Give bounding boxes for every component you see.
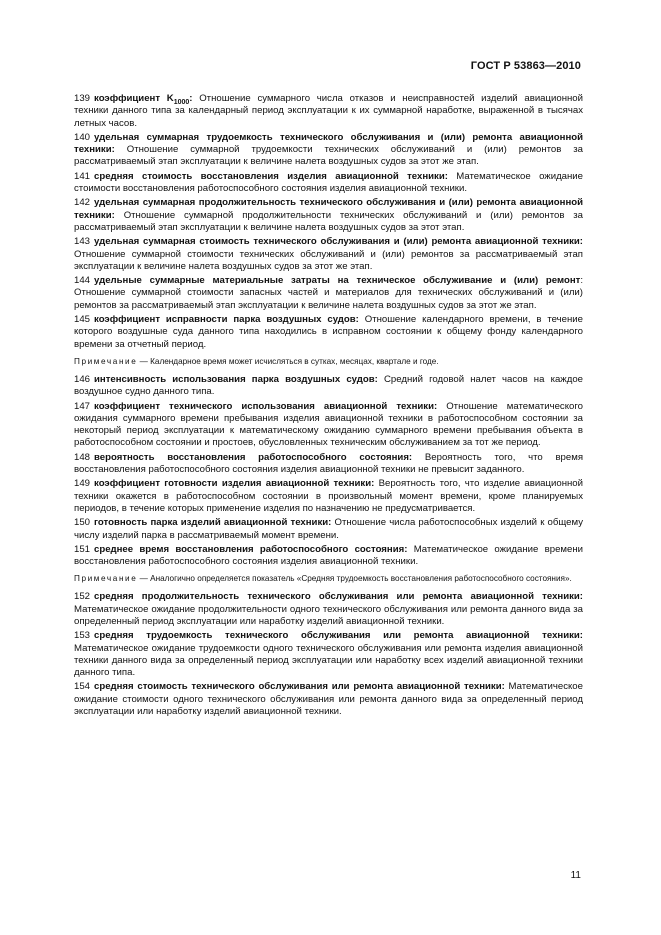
entry-definition: Средний годовой налет часов на каждое воздушное судно данного типа.: [74, 373, 583, 398]
page-number: 11: [570, 870, 581, 881]
entry-definition: Математическое ожидание трудоемкости одного технического обслуживания или ремонта изделия авиационной техники данного вида за определенный период эксплуатации или наработку всех изделий авиационной техники данного типа.: [74, 642, 583, 679]
entry-term: коэффициент готовности изделия авиационной техники:: [94, 478, 375, 490]
term-entry-146: [74, 374, 583, 399]
entry-term-subscript: 1000: [173, 98, 190, 106]
note-label: Примечание: [74, 356, 138, 366]
entry-term: удельная суммарная трудоемкость технического обслуживания и (или) ремонта авиационной техники:: [74, 131, 583, 156]
note-restoration-labor: [74, 573, 583, 584]
entry-number: 140: [74, 131, 91, 143]
entry-term: удельная суммарная стоимость технического обслуживания и (или) ремонта авиационной техники:: [94, 236, 583, 248]
entry-number: 142: [74, 197, 91, 209]
note-text: — Аналогично определяется показатель «Средняя трудоемкость восстановления работоспособного состояния».: [137, 574, 572, 584]
entry-term: коэффициент исправности парка воздушных судов:: [94, 314, 359, 326]
term-entry-142: [74, 197, 583, 234]
entry-definition: Вероятность того, что изделие авиационной техники окажется в работоспособном состоянии в произвольный момент времени, кроме планируемых периодов, в течение которых применение изделия по назначению не предусматривается.: [74, 478, 583, 514]
entry-definition: Отношение календарного времени, в течение которого воздушные суда данного типа находились в исправном состоянии к общему фонду календарного времени за отчетный период.: [74, 314, 583, 350]
entry-definition: Математическое ожидание продолжительности одного технического обслуживания или ремонта данного вида за определенный период эксплуатации или наработку изделий авиационной техники.: [74, 603, 583, 627]
entry-term: интенсивность использования парка воздушных судов:: [94, 373, 378, 385]
term-entry-147: [74, 401, 583, 450]
entry-term: средняя стоимость технического обслуживания или ремонта авиационной техники:: [94, 681, 505, 693]
entry-number: 148: [74, 451, 91, 463]
entry-definition: Математическое ожидание стоимости одного технического обслуживания или ремонта данного вида за определенный период эксплуатации или наработку изделий авиационной техники.: [74, 681, 583, 718]
entry-term: [94, 93, 192, 104]
entry-definition: Отношение числа работоспособных изделий к общему числу изделий парка в рассматриваемый момент времени.: [74, 517, 583, 541]
term-entry-145: [74, 314, 583, 351]
entry-number: 149: [74, 478, 91, 490]
term-entry-141: [74, 171, 583, 196]
term-entry-152: [74, 591, 583, 628]
entry-term: средняя продолжительность технического обслуживания или ремонта авиационной техники:: [94, 591, 583, 603]
entry-number: 150: [74, 517, 91, 529]
entry-definition: Математическое ожидание стоимости восстановления работоспособного состояния изделия авиационной техники.: [74, 170, 583, 195]
entry-definition: Вероятность того, что время восстановления работоспособного состояния изделия авиационной техники не превысит заданного.: [74, 451, 584, 476]
term-entry-150: [74, 517, 583, 542]
entry-term: средняя трудоемкость технического обслуживания или ремонта авиационной техники:: [94, 630, 583, 642]
entry-definition: Отношение суммарной трудоемкости технических обслуживаний и (или) ремонтов за рассматриваемый этап эксплуатации к величине налета воздушных судов за этот же этап.: [74, 144, 583, 168]
term-entry-151: [74, 544, 583, 569]
note-calendar-time: [74, 356, 583, 367]
entry-definition: Отношение суммарной продолжительности технических обслуживаний и (или) ремонтов за рассматриваемый этап эксплуатации к величине налета воздушных судов за этот этап.: [74, 209, 583, 233]
entry-definition: Математическое ожидание времени восстановления работоспособного состояния изделия авиационной техники.: [74, 543, 583, 568]
document-body: [74, 93, 583, 720]
entry-number: 143: [74, 236, 91, 248]
entry-number: 151: [74, 543, 91, 555]
term-entry-148: [74, 452, 583, 477]
term-entry-144: [74, 275, 583, 312]
note-text: — Календарное время может исчисляться в сутках, месяцах, квартале и годе.: [137, 356, 439, 366]
entry-term: вероятность восстановления работоспособного состояния:: [94, 451, 413, 463]
entry-number: 153: [74, 630, 91, 642]
entry-definition: Отношение математического ожидания суммарного времени пребывания изделия авиационной техники в работоспособном состоянии за некоторый период эксплуатации к математическому ожиданию суммарного времени пребывания объекта в работоспособном состоянии и простоев, обусловленных техническим обслуживанием за тот же период.: [74, 400, 583, 449]
entry-term-colon: :: [189, 93, 193, 104]
entry-number: 141: [74, 170, 91, 182]
entry-term: средняя стоимость восстановления изделия авиационной техники:: [94, 170, 448, 182]
entry-term-main: коэффициент K: [94, 93, 174, 104]
entry-number: 147: [74, 400, 91, 412]
entry-number: 139: [74, 93, 91, 104]
entry-term: среднее время восстановления работоспособного состояния:: [94, 543, 408, 555]
document-code: ГОСТ Р 53863—2010: [470, 60, 581, 72]
entry-definition: Отношение суммарного числа отказов и неисправностей изделий авиационной техники данного типа за календарный период эксплуатации к их суммарной наработке, выраженной в тысячах летных часов.: [74, 93, 583, 129]
entry-term: коэффициент технического использования авиационной техники:: [94, 400, 438, 412]
note-label: Примечание: [74, 574, 138, 584]
entry-definition: Отношение суммарной стоимости технических обслуживаний и (или) ремонтов за рассматриваемый этап эксплуатации к величине налета воздушных судов за этот же этап.: [74, 248, 583, 272]
entry-number: 152: [74, 591, 91, 603]
entry-number: 146: [74, 373, 91, 385]
entry-definition: : Отношение суммарной стоимости запасных частей и материалов для технических обслуживаний и (или) ремонтов за рассматриваемый этап эксплуатации к величине налета воздушных судов за этот же этап.: [74, 275, 583, 311]
term-entry-149: [74, 478, 583, 515]
term-entry-143: [74, 236, 583, 273]
entry-number: 144: [74, 275, 91, 287]
entry-term: удельные суммарные материальные затраты на техническое обслуживание и (или) ремонт: [94, 275, 581, 287]
term-entry-154: [74, 681, 583, 718]
entry-term: удельная суммарная продолжительность технического обслуживания и (или) ремонта авиационной техники:: [74, 197, 583, 221]
term-entry-153: [74, 630, 583, 679]
term-entry-140: [74, 132, 583, 169]
entry-term: готовность парка изделий авиационной техники:: [94, 517, 332, 529]
entry-number: 145: [74, 314, 91, 326]
entry-number: 154: [74, 681, 91, 693]
term-entry-139: [74, 93, 583, 130]
